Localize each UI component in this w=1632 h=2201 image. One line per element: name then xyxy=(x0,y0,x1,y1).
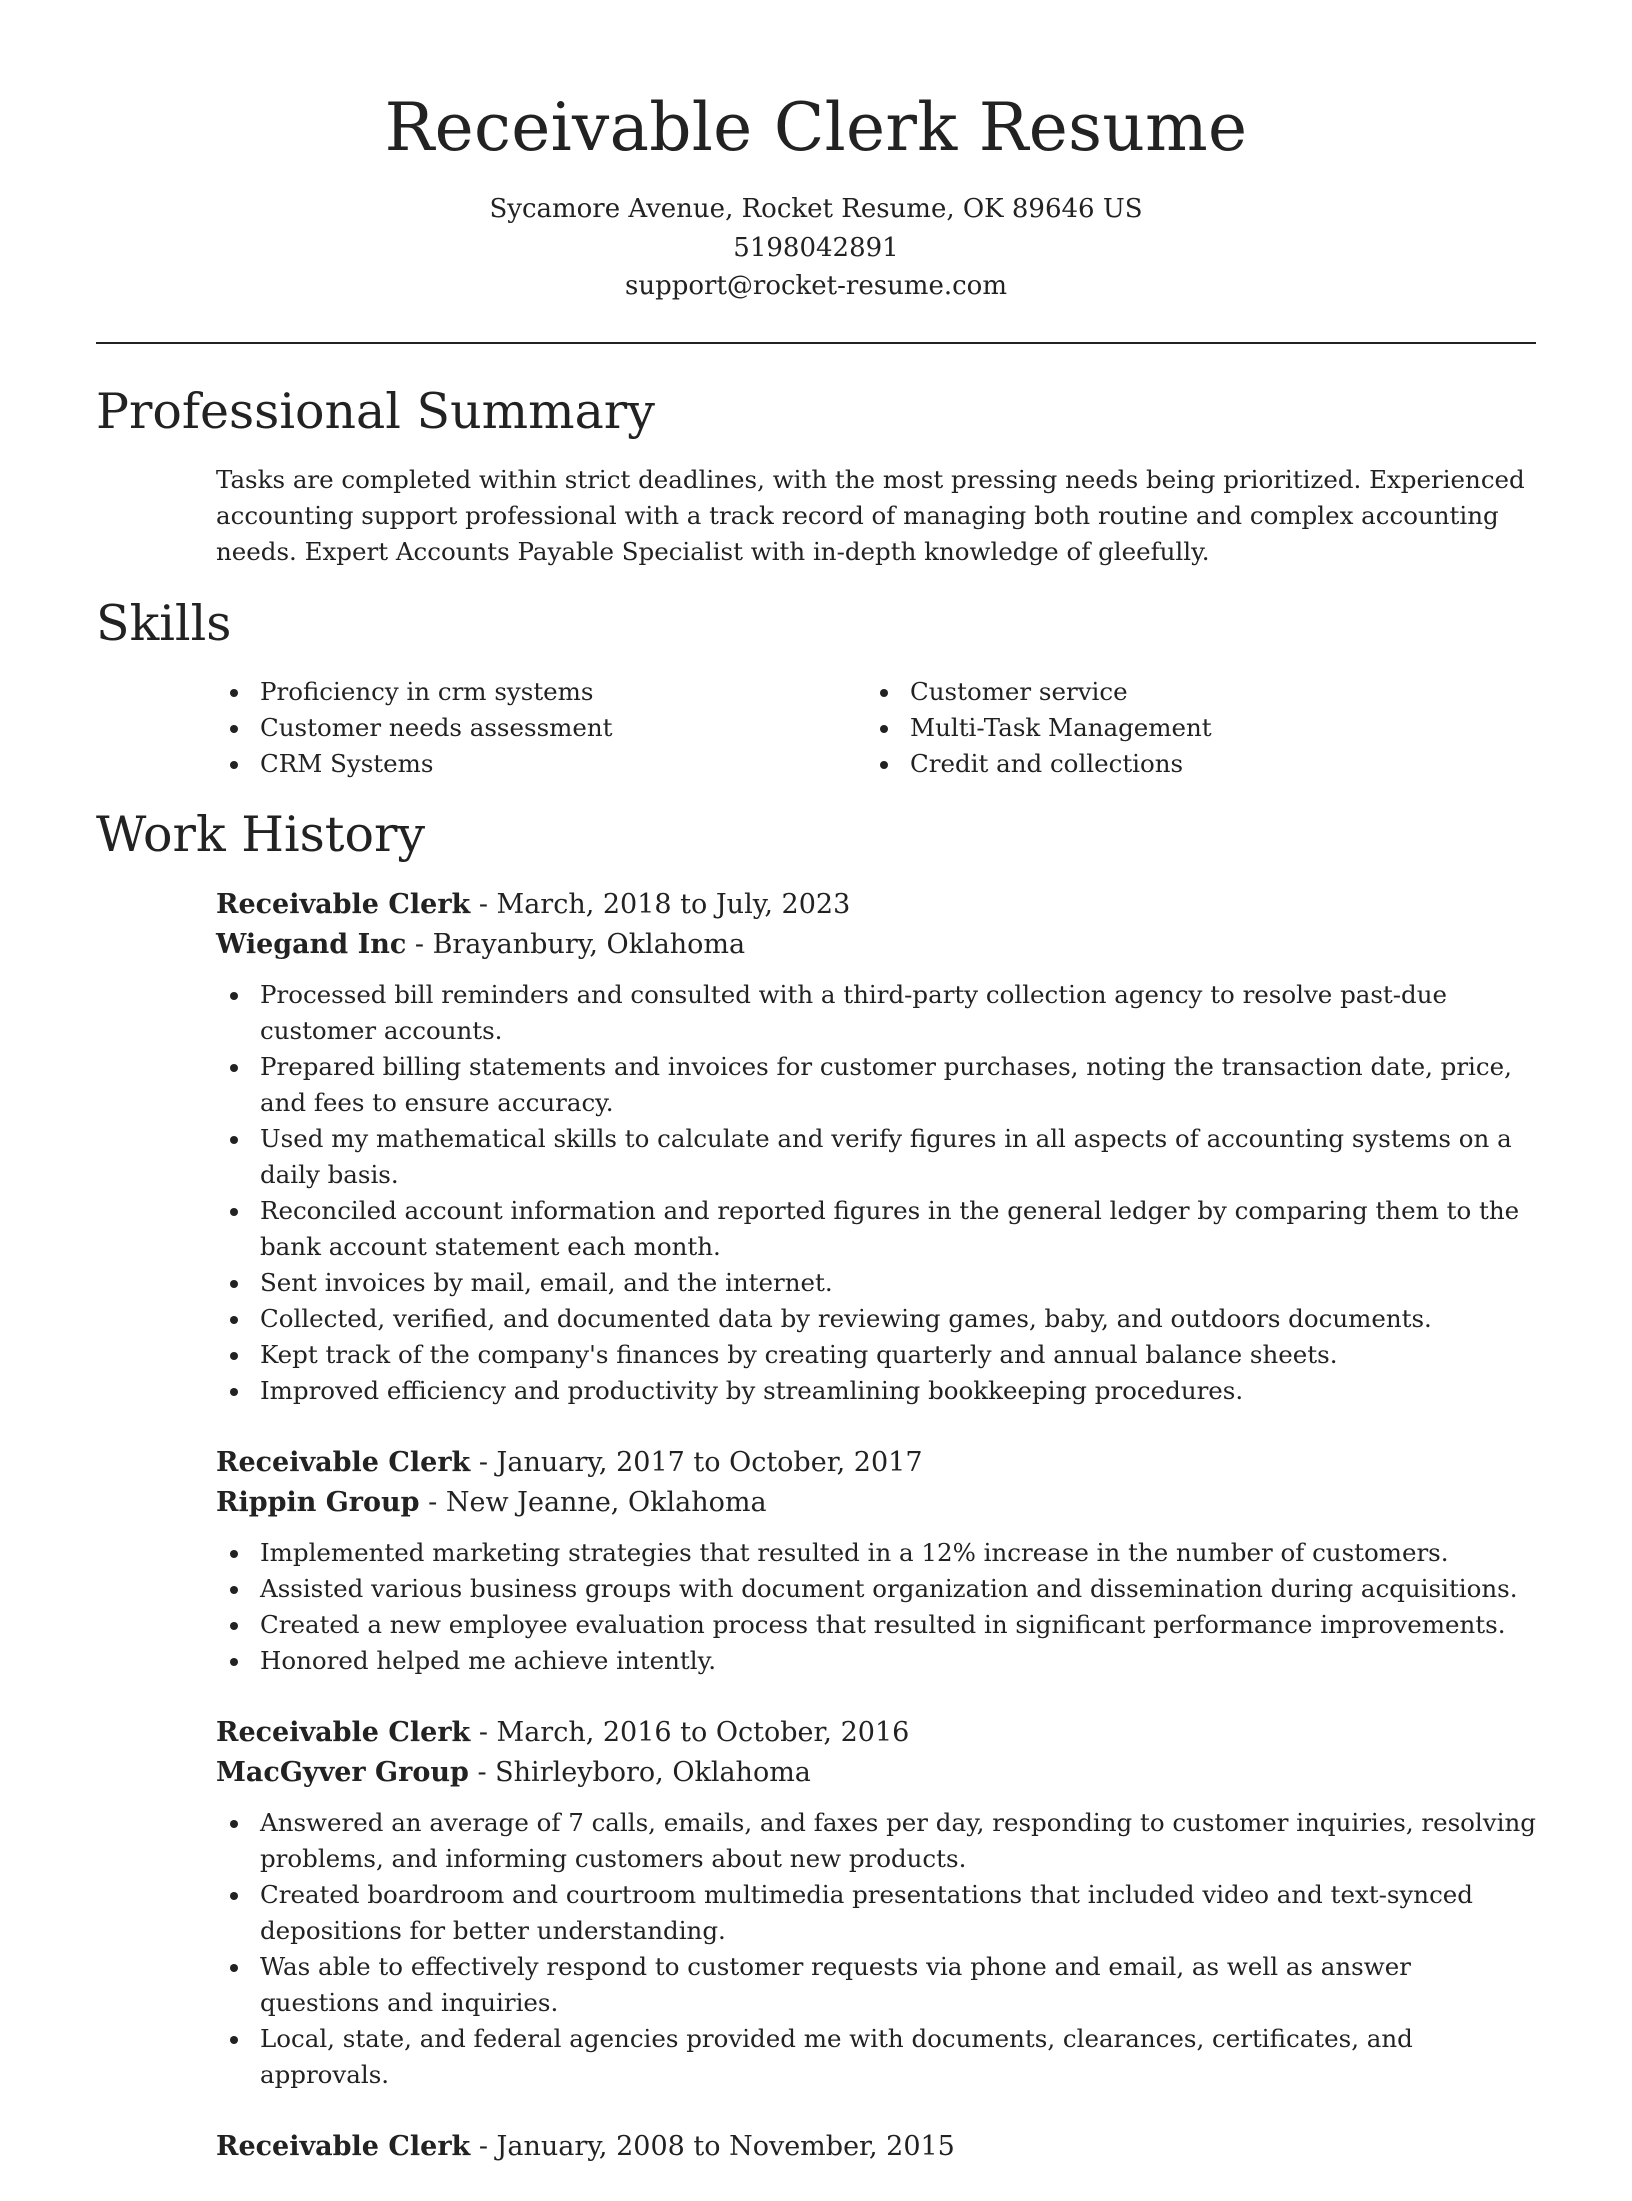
resume-header xyxy=(96,84,1536,306)
job-separator: - xyxy=(468,1757,496,1788)
skill-item: Customer service xyxy=(866,674,1516,710)
skill-item: Proficiency in crm systems xyxy=(216,674,866,710)
contact-block xyxy=(96,190,1536,306)
job-bullet: Improved efficiency and productivity by streamlining bookkeeping procedures. xyxy=(216,1373,1536,1409)
job-separator: - xyxy=(406,929,433,960)
section-title-skills: Skills xyxy=(96,595,232,652)
contact-email: support@rocket-resume.com xyxy=(624,271,1007,301)
section-title-summary: Professional Summary xyxy=(96,383,655,440)
job-bullet: Assisted various business groups with document organization and dissemination during acquisitions. xyxy=(216,1571,1536,1607)
section-title-work-history: Work History xyxy=(96,806,426,863)
job-dates: January, 2017 to October, 2017 xyxy=(496,1447,923,1478)
job-bullet: Prepared billing statements and invoices for customer purchases, noting the transaction date, price, and fees to ensure accuracy. xyxy=(216,1049,1536,1121)
job-bullets xyxy=(216,1805,1536,2093)
job-bullets xyxy=(216,1535,1536,1679)
job-bullet: Honored helped me achieve intently. xyxy=(216,1643,1536,1679)
job-entry xyxy=(216,1713,1536,2093)
job-title-line xyxy=(216,2127,1536,2167)
job-company: Rippin Group xyxy=(216,1487,420,1518)
job-company-line xyxy=(216,1753,1536,1793)
job-dates: March, 2016 to October, 2016 xyxy=(496,1717,910,1748)
job-dates: January, 2008 to November, 2015 xyxy=(496,2131,955,2162)
job-separator: - xyxy=(470,889,497,920)
job-bullet: Collected, verified, and documented data by reviewing games, baby, and outdoors documents. xyxy=(216,1301,1536,1337)
job-bullet: Kept track of the company's finances by creating quarterly and annual balance sheets. xyxy=(216,1337,1536,1373)
job-bullet: Created boardroom and courtroom multimedia presentations that included video and text-synced depositions for better understanding. xyxy=(216,1877,1536,1949)
job-bullet: Implemented marketing strategies that resulted in a 12% increase in the number of customers. xyxy=(216,1535,1536,1571)
skills-column-right xyxy=(866,674,1516,782)
skill-item: Credit and collections xyxy=(866,746,1516,782)
job-bullets xyxy=(216,977,1536,1409)
job-location: Brayanbury, Oklahoma xyxy=(432,929,746,960)
job-bullet: Was able to effectively respond to customer requests via phone and email, as well as answer questions and inquiries. xyxy=(216,1949,1536,2021)
job-entry xyxy=(216,1443,1536,1679)
job-separator: - xyxy=(470,1447,497,1478)
job-title-line xyxy=(216,1713,1536,1753)
resume-title: Receivable Clerk Resume xyxy=(384,89,1248,166)
job-location: New Jeanne, Oklahoma xyxy=(445,1487,767,1518)
job-bullet: Created a new employee evaluation process that resulted in significant performance improvements. xyxy=(216,1607,1536,1643)
job-entry xyxy=(216,2127,1536,2167)
skill-item: CRM Systems xyxy=(216,746,866,782)
contact-phone: 5198042891 xyxy=(733,232,899,263)
skill-item: Multi-Task Management xyxy=(866,710,1516,746)
job-company: Wiegand Inc xyxy=(216,929,407,960)
job-bullet: Processed bill reminders and consulted with a third-party collection agency to resolve past-due customer accounts. xyxy=(216,977,1536,1049)
header-divider xyxy=(96,342,1536,344)
job-title: Receivable Clerk xyxy=(216,889,471,920)
job-title-line xyxy=(216,1443,1536,1483)
job-company-line xyxy=(216,1483,1536,1523)
job-company: MacGyver Group xyxy=(216,1757,469,1788)
job-title: Receivable Clerk xyxy=(216,1447,471,1478)
job-location: Shirleyboro, Oklahoma xyxy=(495,1757,811,1788)
job-separator: - xyxy=(470,1717,497,1748)
skills-list xyxy=(216,674,1536,782)
job-title: Receivable Clerk xyxy=(216,1717,471,1748)
job-bullet: Reconciled account information and reported figures in the general ledger by comparing them to the bank account statement each month. xyxy=(216,1193,1536,1265)
job-bullet: Answered an average of 7 calls, emails, and faxes per day, responding to customer inquiries, resolving problems, and informing customers about new products. xyxy=(216,1805,1536,1877)
job-company-line xyxy=(216,925,1536,965)
job-bullet: Used my mathematical skills to calculate and verify figures in all aspects of accounting systems on a daily basis. xyxy=(216,1121,1536,1193)
job-bullet: Local, state, and federal agencies provided me with documents, clearances, certificates, and approvals. xyxy=(216,2021,1536,2093)
skill-item: Customer needs assessment xyxy=(216,710,866,746)
contact-address: Sycamore Avenue, Rocket Resume, OK 89646 US xyxy=(489,194,1143,224)
job-entry xyxy=(216,885,1536,1409)
job-bullet: Sent invoices by mail, email, and the internet. xyxy=(216,1265,1536,1301)
job-dates: March, 2018 to July, 2023 xyxy=(496,889,851,920)
skills-column-left xyxy=(216,674,866,782)
job-separator: - xyxy=(419,1487,446,1518)
summary-text: Tasks are completed within strict deadlines, with the most pressing needs being prioritized. Experienced accounting support professional with a track record of managing both routine and complex accounting needs. Expert Accounts Payable Specialist with in-depth knowledge of gleefully. xyxy=(216,465,1525,566)
job-separator: - xyxy=(470,2131,497,2162)
job-title: Receivable Clerk xyxy=(216,2131,471,2162)
job-title-line xyxy=(216,885,1536,925)
work-history-list xyxy=(216,885,1536,2201)
